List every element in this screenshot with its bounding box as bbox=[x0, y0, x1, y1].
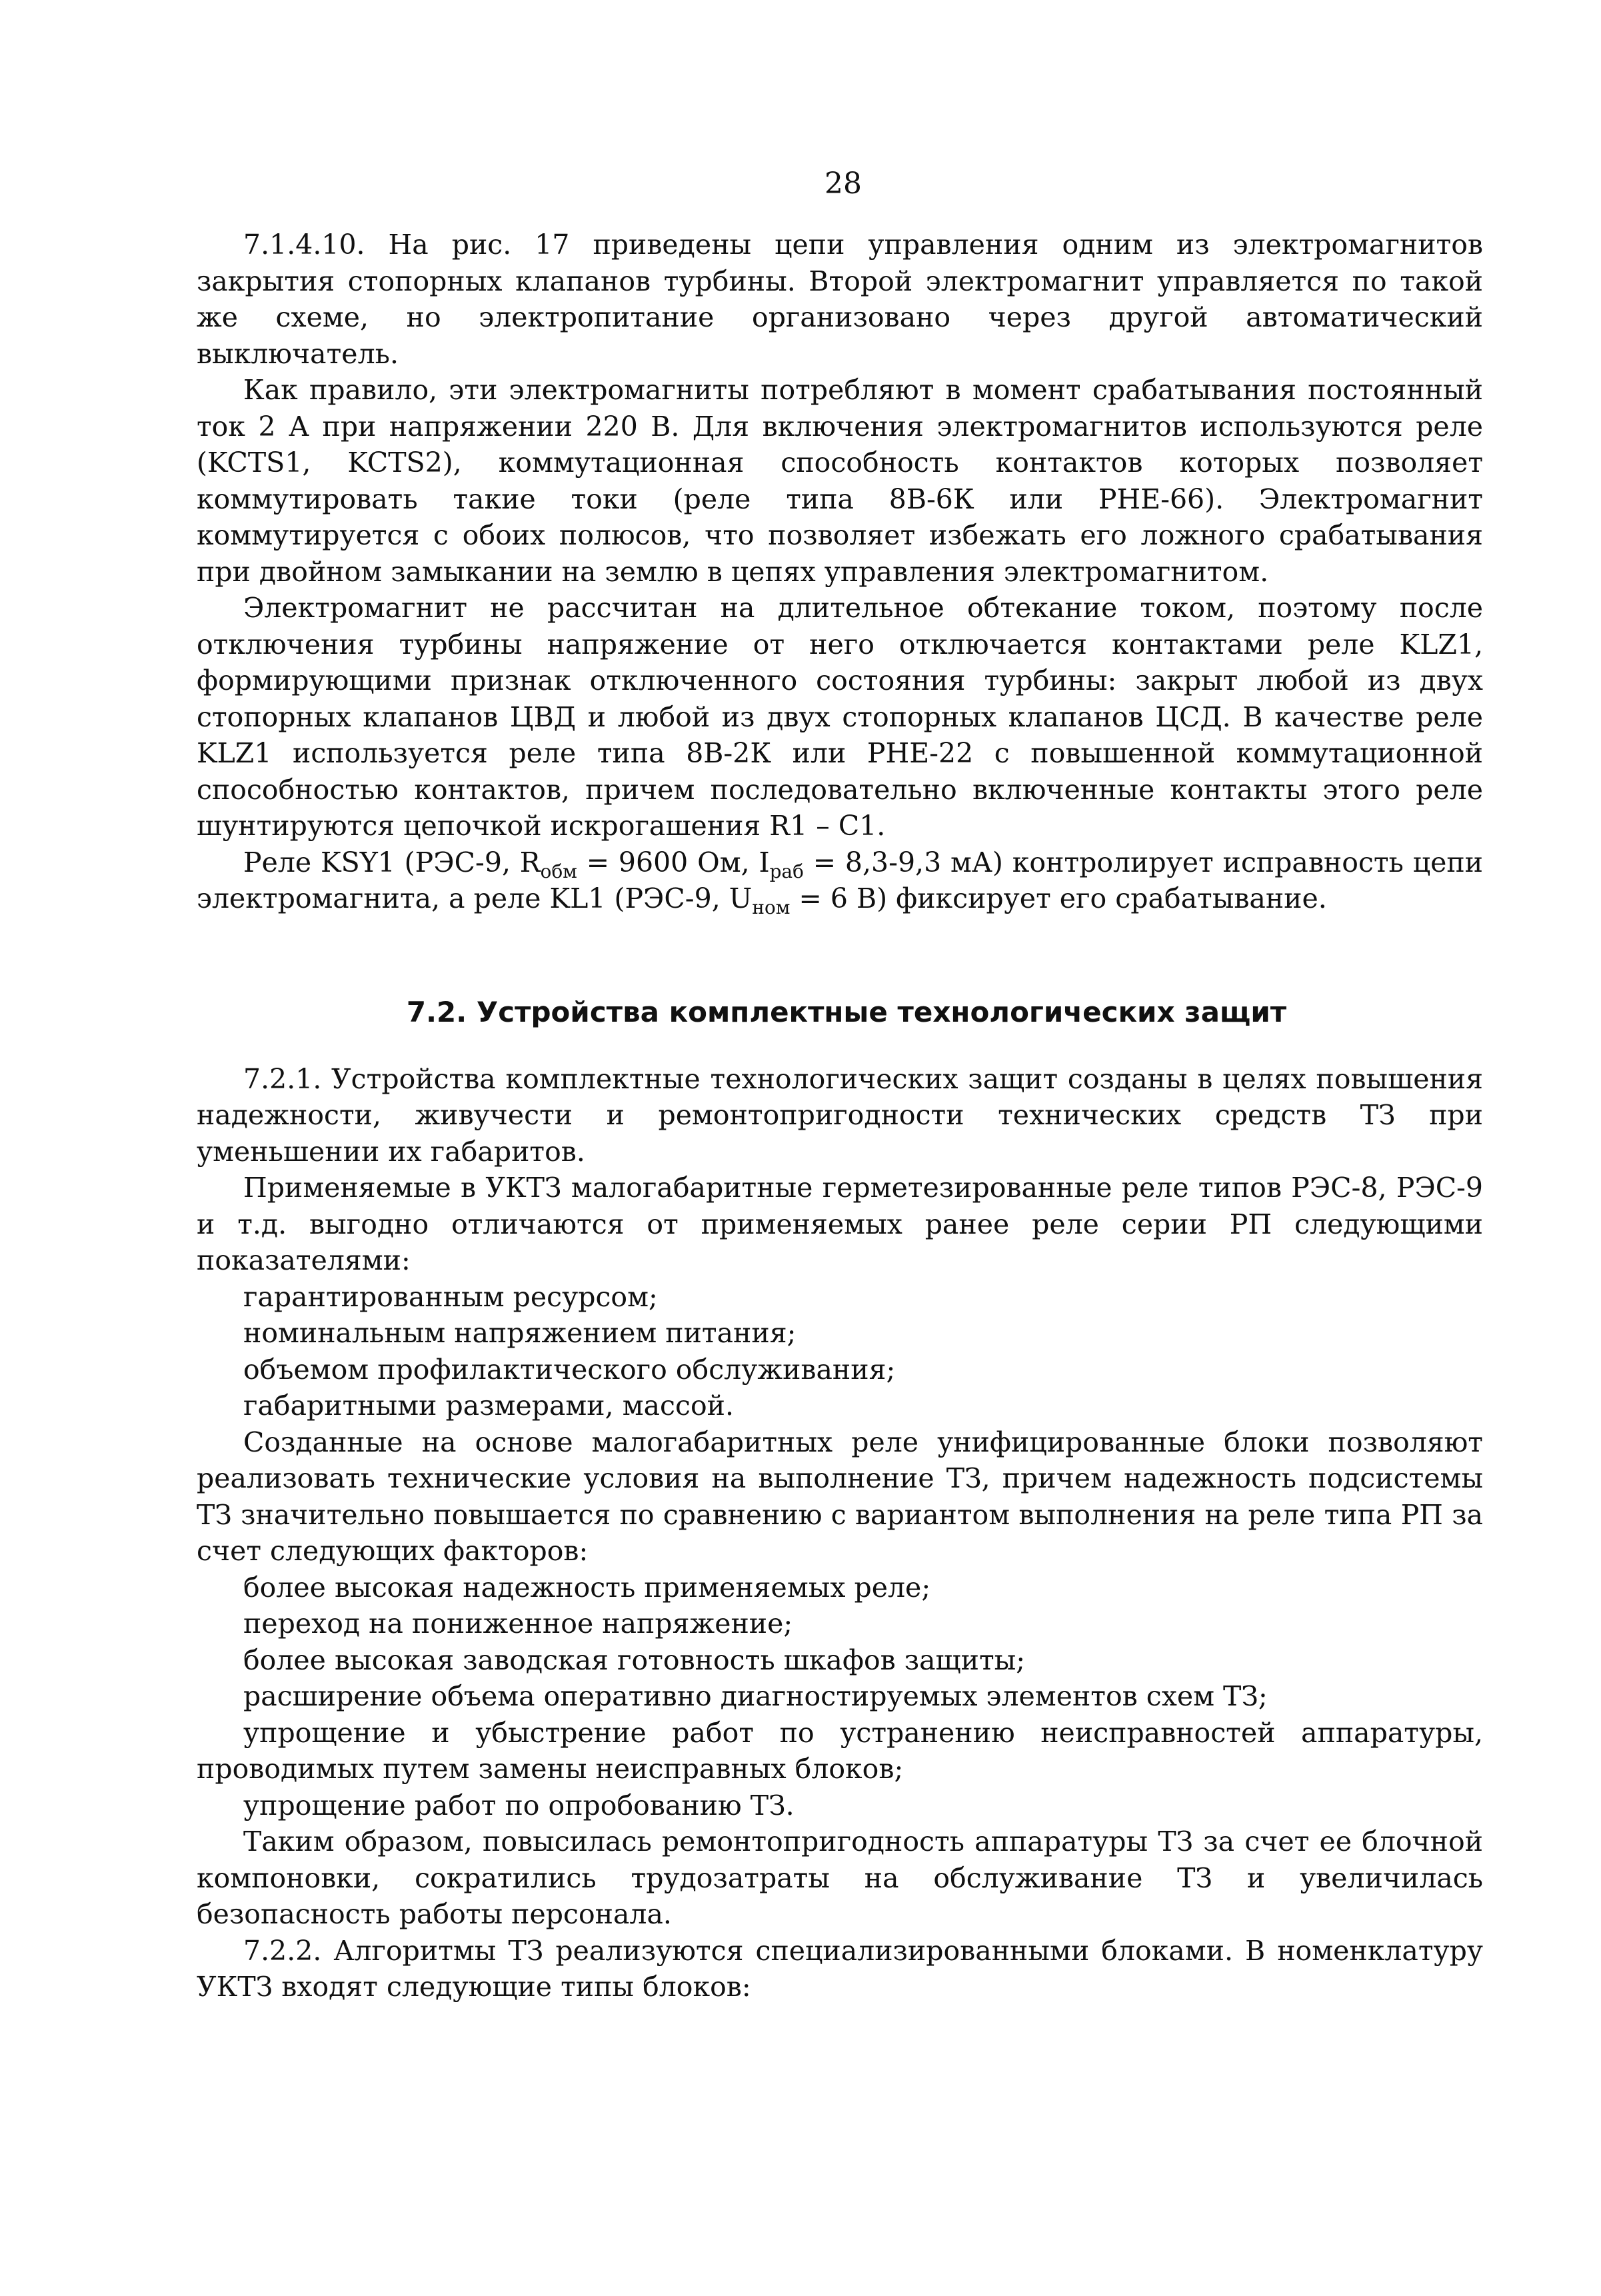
paragraph-7-2-1: 7.2.1. Устройства комплектные технологических защит созданы в целях повышения надежности, живучести и ремонтопригодности технических средств ТЗ при уменьшении их габаритов. bbox=[197, 1062, 1483, 1168]
paragraph-7-1-4-10: 7.1.4.10. На рис. 17 приведены цепи управления одним из электромагнитов закрытия стопорных клапанов турбины. Второй электромагнит управляется по такой же схеме, но электропитание организовано через другой автоматический выключатель. bbox=[197, 229, 1483, 370]
paragraph-klz1-relay: Электромагнит не рассчитан на длительное обтекание током, поэтому после отключения турбины напряжение от него отключается контактами реле KLZ1, формирующими признак отключенного состояния турбины: закрыт любой из двух стопорных клапанов ЦВД и любой из двух стопорных клапанов ЦСД. В качестве реле KLZ1 используется реле типа 8В-2К или РНЕ-22 с повышенной коммутационной способностью контактов, причем последовательно включенные контакты этого реле шунтируются цепочкой искрогашения R1 – C1. bbox=[197, 592, 1483, 842]
paragraph-conclusion: Таким образом, повысилась ремонтопригодность аппаратуры ТЗ за счет ее блочной компоновки, сократились трудозатраты на обслуживание ТЗ и увеличилась безопасность работы персонала. bbox=[197, 1825, 1483, 1930]
reliability-factors-list bbox=[197, 1570, 1483, 1824]
list-item: переход на пониженное напряжение; bbox=[243, 1608, 793, 1640]
list-item: упрощение и убыстрение работ по устранению неисправностей аппаратуры, проводимых путем замены неисправных блоков; bbox=[197, 1716, 1483, 1785]
section-title: 7.2. Устройства комплектные технологических защит bbox=[406, 995, 1287, 1028]
paragraph-relay-types: Применяемые в УКТЗ малогабаритные герметезированные реле типов РЭС-8, РЭС-9 и т.д. выгодно отличаются от применяемых ранее реле серии РП следующими показателями: bbox=[197, 1172, 1483, 1276]
relay-advantages-list bbox=[197, 1279, 1483, 1424]
ksy1-subscript-3: ном bbox=[752, 896, 791, 918]
ksy1-text-1: Реле KSY1 (РЭС-9, R bbox=[243, 846, 541, 878]
ksy1-text-4: = 6 В) фиксирует его срабатывание. bbox=[790, 882, 1327, 914]
list-item: расширение объема оперативно диагностируемых элементов схем ТЗ; bbox=[243, 1680, 1268, 1712]
list-item: объемом профилактического обслуживания; bbox=[243, 1353, 896, 1386]
ksy1-text-3: = 8,3-9,3 мА) контролирует исправность цепи электромагнита, а реле KL1 (РЭС-9, U bbox=[197, 846, 1483, 914]
list-item: номинальным напряжением питания; bbox=[243, 1317, 797, 1349]
list-item: более высокая надежность применяемых реле; bbox=[243, 1571, 931, 1604]
ksy1-subscript-1: обм bbox=[540, 860, 577, 882]
list-item: более высокая заводская готовность шкафов защиты; bbox=[243, 1644, 1026, 1676]
page-number: 28 bbox=[824, 167, 862, 201]
ksy1-subscript-2: раб bbox=[769, 860, 804, 882]
paragraph-7-2-2: 7.2.2. Алгоритмы ТЗ реализуются специализированными блоками. В номенклатуру УКТЗ входят следующие типы блоков: bbox=[197, 1934, 1483, 2003]
paragraph-electromagnet-current: Как правило, эти электромагниты потребляют в момент срабатывания постоянный ток 2 А при напряжении 220 В. Для включения электромагнитов используются реле (KCTS1, KCTS2), коммутационная способность контактов которых позволяет коммутировать такие токи (реле типа 8В-6К или РНЕ-66). Электромагнит коммутируется с обоих полюсов, что позволяет избежать его ложного срабатывания при двойном замыкании на землю в цепях управления электромагнитом. bbox=[197, 374, 1483, 588]
paragraph-ksy1-relay bbox=[197, 844, 1483, 917]
ksy1-text-2: = 9600 Ом, I bbox=[577, 846, 770, 878]
list-item: упрощение работ по опробованию ТЗ. bbox=[243, 1789, 795, 1821]
document-page bbox=[197, 165, 1483, 2005]
paragraph-unified-blocks: Созданные на основе малогабаритных реле унифицированные блоки позволяют реализовать технические условия на выполнение ТЗ, причем надежность подсистемы ТЗ значительно повышается по сравнению с вариантом выполнения на реле типа РП за счет следующих факторов: bbox=[197, 1426, 1483, 1567]
list-item: габаритными размерами, массой. bbox=[243, 1390, 734, 1422]
list-item: гарантированным ресурсом; bbox=[243, 1280, 658, 1313]
